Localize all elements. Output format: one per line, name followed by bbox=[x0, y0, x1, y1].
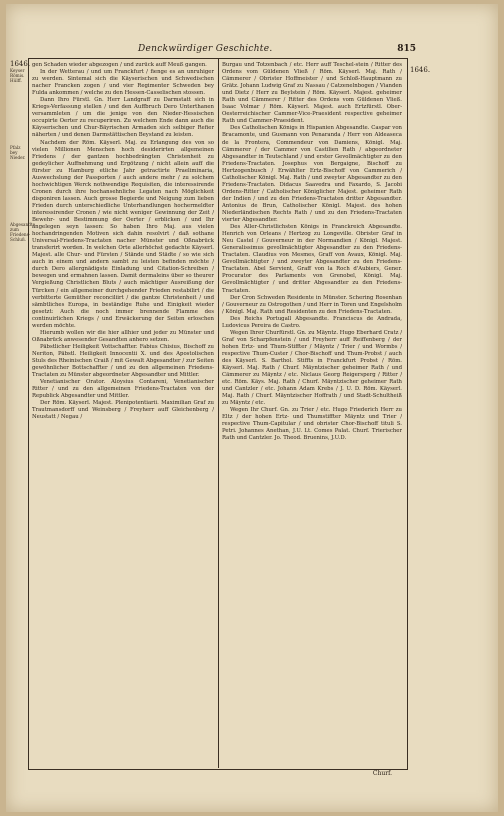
side-note: Pfalz bey Nieder. bbox=[10, 145, 26, 160]
paragraph: Hierumb wollen wir die hier allhier und jeder zu Münster und Oßnabrück anwesender Gesandten anhero setzen. bbox=[32, 329, 214, 343]
paragraph: gen Schaden wieder abgezogen / und zurück auff Meuß gangen. bbox=[32, 62, 207, 68]
catchword: Churf. bbox=[372, 770, 392, 777]
paragraph: Des Aller-Christlichsten Königs in Franckreich Abgesandte. Henrich von Orleans / Hertzog zu Longeville. Obrister Graf in Neu Castel / Gouverneur in der Normandien / Königl. Majest. Generalissimus gevollmächtigter Abgesandter zu den Friedens-Tractaten. Claudius von Mesmes, Graff von Avaux, Königl. Maj. Gevollmächtigter / und zweyter Abgesandter zu den Friedens-Tractaten. Abel Servient, Graff von la Roch d'Aubiers, Gener. Procurator des Parlaments von Grenobel, Königl. Maj. Gevollmächtigter / und dritter Abgesandter zu den Friedens-Tractaten. bbox=[222, 224, 402, 294]
paragraph: Des Reichs Portugall Abgesandte. Franciscus de Andrada, Ludovicus Pereira de Castro. bbox=[222, 315, 402, 329]
paragraph: Venetianischer Orator. Aloysius Contareni, Venetianischer Ritter / und zu den allgemeinen Friedens-Tractaten von der Republick Abgesandter und Mittler. bbox=[32, 379, 214, 400]
side-note: Abgesandte zum Friedens-Schluß. bbox=[10, 222, 36, 242]
paragraph: Burgau und Totzenbach / etc. Herr auff Teschel-stein / Ritter des Ordens vom Güldenen Vließ / Röm. Käyserl. Maj. Rath / Cämmerer / Obrister Hoffmeister / und Schloß-Hauptmann zu Grätz. Johann Ludwig Graf zu Nassau / Catzenelnbogen / Vianden und Dietz / Herr zu Beylstein / Röm. Käyserl. Majest. geheimer Rath und Cämmerer / Ritter des Ordens vom Güldenen Vließ. Isaac Volmar / Röm. Käyserl. Majest. auch Ertzfürstl. Ober-Oesterreichischer Cammer-Vice-Praesident respective geheimer Rath und Cammer-Praesident. bbox=[222, 62, 402, 125]
paragraph: Dann Ihro Fürstl. Gn. Herr Landgraff zu Darmstatt sich in Kriegs-Verfassung stellen / und den Auffbruch Dero Unterthanen versammleten / um die jenige von den Nieder-Hessischen occupirte Oerter zu recuperiren. Zu welchem Ende dann auch die Käyserischen und Chur-Bäyrischen Armaden sich selbiger Refier näherten / und denen Darmstättischen Beystand zu leisten. bbox=[32, 97, 214, 139]
left-column bbox=[32, 62, 214, 762]
right-column bbox=[222, 62, 402, 762]
margin-year-right: 1646. bbox=[410, 66, 431, 74]
paragraph: Des Catholischen Königs in Hispanien Abgesandte. Caspar von Bracamonte, und Gusmann von Penaranda / Herr von Aldeaseca de la Frontera, Commendeur von Damiens, Königl. Maj. Cämmerer / der Cammer von Castilien Rath / abgeordneter Abgesandter in Teutschland / und erster Gevollmächtigter zu den Friedens-Tractaten. Josephus von Bergaigne, Bischoff zu Hertzogenbusch / Erwählter Ertz-Bischoff von Cammerich / Catholischer Königl. Maj. Rath / und zweyter Abgesandter zu den Friedens-Tractaten. Didacus Saavedra und Faxardo, S. Jacobi Ordens-Ritter / Catholischer Königlicher Majest. geheimer Rath der Indien / und zu den Friedens-Tractaten dritter Abgesandter. Antonius de Brun, Catholischer Königl. Majest. des hohen Niederländischen Rechts Rath / und zu den Friedens-Tractaten vierter Abgesandter. bbox=[222, 125, 402, 224]
running-title: Denckwürdiger Geschichte. bbox=[138, 44, 273, 54]
side-notes bbox=[10, 68, 36, 304]
side-note: Keyser Römis. Hülff. bbox=[10, 68, 25, 83]
margin-year-left: 1646. bbox=[10, 60, 31, 68]
paragraph: Der Röm. Käyserl. Majest. Plenipotentiarii. Maximilian Graf zu Trautmansdorff und Weinsberg / Freyherr auff Gleichenberg / Neustatt / Negau / bbox=[32, 400, 214, 421]
column-divider bbox=[218, 58, 219, 768]
paragraph: Päbstlicher Heiligkeit Vottschaffter. Fabius Chisius, Bischoff zu Neriton, Päbstl. Heiligkeit Innocentii X. und des Apostolischen Stuls des Rheinischen Craiß / mit Gewalt Abgesandter / zur Seiten gewöhnlicher Bottschaffter / und zu den allgemeinen Friedens-Tractaten zu Münster abgeordneter Abgesandter und Mittler. bbox=[32, 343, 214, 379]
paragraph: Wegen Ihr Churf. Gn. zu Trier / etc. Hugo Friederich Herr zu Eltz / der hohen Ertz- und Thumstiffter Mäyntz und Trier / respective Thum-Capitular / und obrister Chor-Bischoff tituli S. Petri. Johannes Anethan, J.U. Lt. Comes Palat. Churf. Trierischer Rath und Cantzler. Jo. Theod. Bruenins, J.U.D. bbox=[222, 407, 402, 442]
paragraph: Wegen Ihrer Churfürstl. Gn. zu Mäyntz. Hugo Eberhard Cratz / Graf von Scharpfenstein / und Freyherr auff Reiffenberg / der hohen Ertz- und Thum-Stiffter / Mäyntz / Trier / und Wormbs / respective Thum-Custer / Chor-Bischoff und Thum-Probst / auch des Käyserl. S. Barthol. Stiffts in Franckfurt Probst / Röm. Käyserl. Maj. Rath / Churf. Mäyntzischer geheimer Rath / und Cämmerer zu Mäyntz / etc. Niclaus Georg Reigersperg / Ritter / etc. Röm. Käys. Maj. Rath / Churf. Mäyntzischer geheimer Rath und Cantzler / etc. Johann Adam Krebs / J. U. D. Röm. Käyserl. Maj. Rath / Churf. Mäyntzischer Hoffrath / und Stadt-Schultheiß zu Mäyntz / etc. bbox=[222, 329, 402, 407]
page-header bbox=[28, 44, 416, 58]
paragraph: Nachdem der Röm. Käyserl. Maj. zu Erlangung des von so vielen Millionen Menschen hoch desiderirten allgemeinen Friedens / der gantzen hochbedrängten Christenheit zu gedeylicher Auffnehmung und Ergötzung / nicht allein auff die fürster zu Hamburg etliche Jahr getractirte Praeliminaria, Auswechslung der Passporten / auch andere mehr / zu solchem hochwichtigen Werck nothwendige Requisiten, die interessirende Cronen durch ihre hochansehnliche Legaten nach Möglichkeit disponiren lassen. Auch grosse Begierde und Neigung zum lieben Frieden durch unterschiedliche Unterhandlungen hochermeldter interessirender Cronen / wie nicht weniger Gewinnung der Zeit / Bewehr- und Bestimmung der Oerter / erblicken / und Ihr angelegen seyn lassen: So haben Ihro Maj. aus vielen hochandringenden Motiven sich dahin resolvirt / daß sothane Universal-Friedens-Tractaten nacher Münster und Oßnabrück transferirt worden. In welchen Orte allerhöchst gedachte Käyserl. Majest. alle Chur- und Fürsten / Stände und Städte / so wie sich auch in einem und andern sambt zu leisten befinden möchte / durch Dero allergnädigste Einladung und Citation-Schreiben / bewegen und ermahnen lassen. Damit dermaleins über so theurer Vergießung Christlichen Bluts / auch mächtiger Ausreißung der Türcken / ein allgemeiner durchgehender Frieden restabilirt / die verbitterte Gemüther reconciliirt / die gantze Christenheit / und sämbtliches Europa, in beständige Ruhe und Einigkeit wieder gesetzt: Auch die noch immer brennende Flamme des continuirlichen Kriegs / und Erwäckerung der Seiten erloschen werden möchte. bbox=[32, 139, 214, 329]
paragraph: Der Cron Schweden Residente in Münster. Schering Rosenhan / Gouverneur zu Ostrogothen / und Herr in Toren und Engelsholm / Königl. Maj. Rath und Residenten zu den Friedens-Tractaten. bbox=[222, 294, 402, 315]
book-page bbox=[6, 4, 498, 812]
paragraph: In der Wetterau / und um Franckfurt / fienge es an unruhiger zu werden. Sintemal sich die Käyserischen und Schwedischen nacher Francken zogen / und vier Regimenter Schweden bey Fulda ankommen / welche zu den Hessen-Casselischen stossen. bbox=[32, 69, 214, 97]
page-number: 815 bbox=[397, 44, 416, 54]
